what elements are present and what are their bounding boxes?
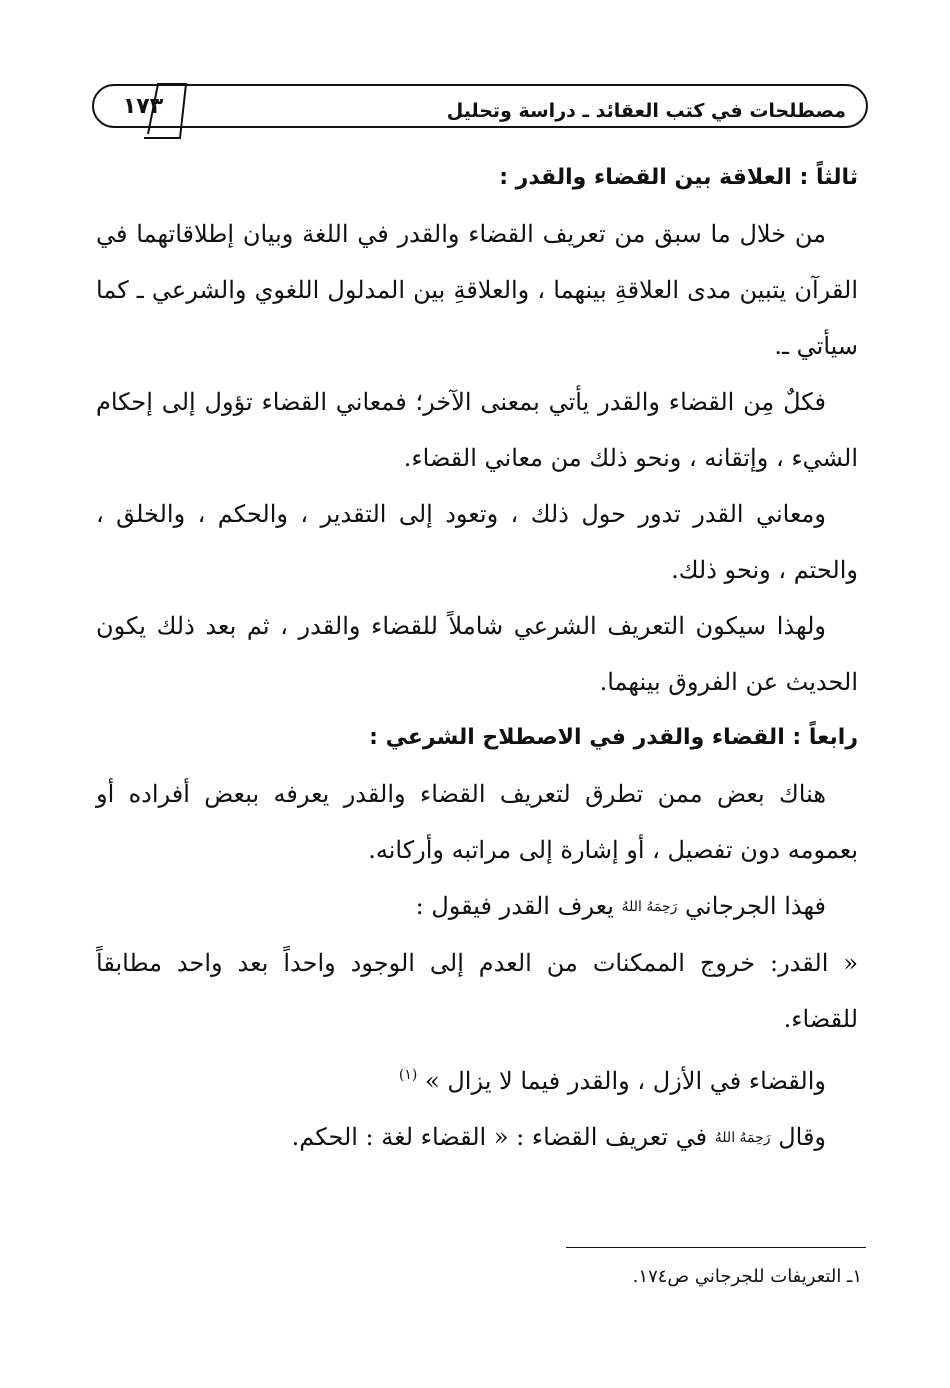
section-heading-third: ثالثاً : العلاقة بين القضاء والقدر :	[499, 165, 858, 190]
paragraph: ولهذا سيكون التعريف الشرعي شاملاً للقضاء والقدر ، ثم بعد ذلك يكون الحديث عن الفروق بينهما.	[96, 612, 858, 696]
paragraph: ومعاني القدر تدور حول ذلك ، وتعود إلى التقدير ، والحكم ، والخلق ، والحتم ، ونحو ذلك.	[96, 500, 858, 584]
honorific-phrase: رَحِمَهُ اللهُ	[621, 899, 678, 915]
paragraph: هناك بعض ممن تطرق لتعريف القضاء والقدر يعرفه ببعض أفراده أو بعمومه دون تفصيل ، أو إشارة إلى مراتبه وأركانه.	[96, 780, 858, 864]
text-segment: والقضاء في الأزل ، والقدر فيما لا يزال »	[425, 1067, 826, 1095]
paragraph-jurjani-intro	[96, 878, 858, 935]
main-text	[96, 150, 858, 1166]
quote-paragraph-end	[96, 1047, 858, 1109]
text-segment: وقال	[778, 1123, 826, 1151]
footnote: ١ـ التعريفات للجرجاني ص١٧٤.	[632, 1266, 862, 1287]
page-number: ١٧٣	[122, 94, 164, 119]
quote-paragraph: « القدر: خروج الممكنات من العدم إلى الوجود واحداً بعد واحد مطابقاً للقضاء.	[96, 949, 858, 1033]
text-segment: فهذا الجرجاني	[685, 892, 826, 920]
running-title: مصطلحات في كتب العقائد ـ دراسة وتحليل	[446, 100, 846, 122]
paragraph: فكلٌ مِن القضاء والقدر يأتي بمعنى الآخر؛ فمعاني القضاء تؤول إلى إحكام الشيء ، وإتقانه ، ونحو ذلك من معاني القضاء.	[96, 388, 858, 472]
section-heading-fourth: رابعاً : القضاء والقدر في الاصطلاح الشرعي :	[369, 725, 858, 750]
footnote-divider	[566, 1247, 866, 1248]
footnote-reference: (١)	[398, 1067, 418, 1083]
text-segment: في تعريف القضاء : « القضاء لغة : الحكم.	[291, 1123, 708, 1151]
text-segment: يعرف القدر فيقول :	[415, 892, 614, 920]
honorific-phrase: رَحِمَهُ اللهُ	[714, 1130, 771, 1146]
paragraph-definition	[96, 1109, 858, 1166]
paragraph: من خلال ما سبق من تعريف القضاء والقدر في اللغة وبيان إطلاقاتهما في القرآن يتبين مدى العلاقةِ بينهما ، والعلاقةِ بين المدلول اللغوي والشرعي ـ كما سيأتي ـ.	[96, 220, 858, 360]
